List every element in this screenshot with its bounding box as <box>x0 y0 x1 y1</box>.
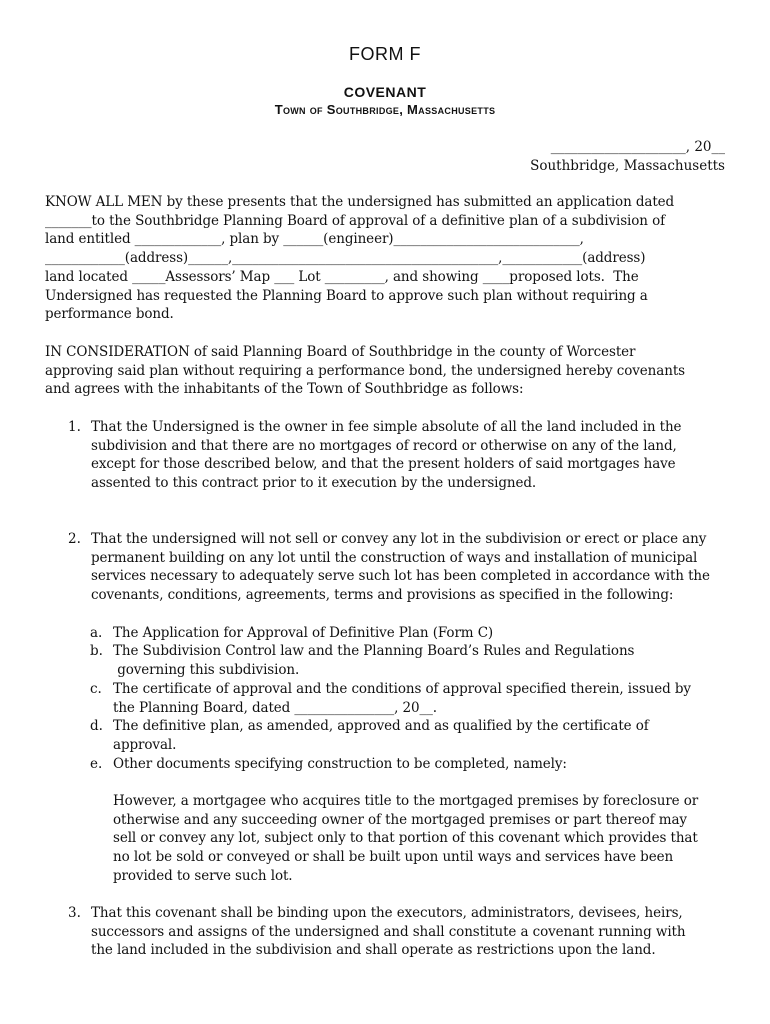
item-text: That this covenant shall be binding upon the executors, administrators, devisees, heirs, successors and assigns of the undersigned and shall constitute a covenant running with the land included in the subdivision and shall operate as restrictions upon the land. <box>91 905 686 959</box>
place-line: Southbridge, Massachusetts <box>530 158 725 174</box>
form-title: FORM F <box>349 44 421 64</box>
intro-paragraph: KNOW ALL MEN by these presents that the undersigned has submitted an application dated _______to the Southbridge Planning Board of approval of a definitive plan of a subdivision of land entitled _____________, plan by ______(engineer)____________________________, ____________(address)______,________________________________________,____________(address) land located _____Assessors’ Map ___ Lot _________, and showing ____proposed lots. The Undersigned has requested the Planning Board to approve such plan without requiring a performance bond. <box>45 194 675 323</box>
sub-item-text: The definitive plan, as amended, approved and as qualified by the certificate of approval. <box>113 718 649 753</box>
mortgagee-paragraph: However, a mortgagee who acquires title to the mortgaged premises by foreclosure or otherwise and any succeeding owner of the mortgaged premises or part thereof may sell or convey any lot, subject only to that portion of this covenant which provides that no lot be sold or conveyed or shall be built upon until ways and services have been provided to serve such lot. <box>113 793 699 884</box>
sub-item-text: The Application for Approval of Definitive Plan (Form C) <box>113 625 494 641</box>
sub-item-text: The certificate of approval and the conditions of approval specified therein, issued by the Planning Board, dated _______________, 20__. <box>113 681 691 716</box>
sub-item-letter: a. <box>90 625 103 641</box>
sub-item-text: Other documents specifying construction to be completed, namely: <box>113 756 567 772</box>
consideration-paragraph: IN CONSIDERATION of said Planning Board of Southbridge in the county of Worcester approving said plan without requiring a performance bond, the undersigned hereby covenants and agrees with the inhabitants of the Town of Southbridge as follows: <box>45 344 685 398</box>
date-block <box>530 138 725 176</box>
item-number: 3. <box>68 905 81 921</box>
item-text: That the Undersigned is the owner in fee simple absolute of all the land included in the subdivision and that there are no mortgages of record or otherwise on any of the land, except for those described below, and that the present holders of said mortgages have assented to this contract prior to it execution by the undersigned. <box>91 419 682 492</box>
sub-item-letter: c. <box>90 681 102 697</box>
item-number: 1. <box>68 419 81 435</box>
covenant-title: COVENANT <box>343 84 427 100</box>
item-number: 2. <box>68 531 81 547</box>
item-text: That the undersigned will not sell or convey any lot in the subdivision or erect or place any permanent building on any lot until the construction of ways and installation of municipal services necessary to adequately serve such lot has been completed in accordance with the covenants, conditions, agreements, terms and provisions as specified in the following: <box>91 531 710 604</box>
town-title: Town of Southbridge, Massachusetts <box>274 102 496 117</box>
sub-item-letter: b. <box>90 643 103 659</box>
sub-item-letter: e. <box>90 756 103 772</box>
sub-item-letter: d. <box>90 718 103 734</box>
sub-item-text: The Subdivision Control law and the Planning Board’s Rules and Regulations governing this subdivision. <box>113 643 635 678</box>
date-field: ____________________, 20__ <box>550 139 725 155</box>
